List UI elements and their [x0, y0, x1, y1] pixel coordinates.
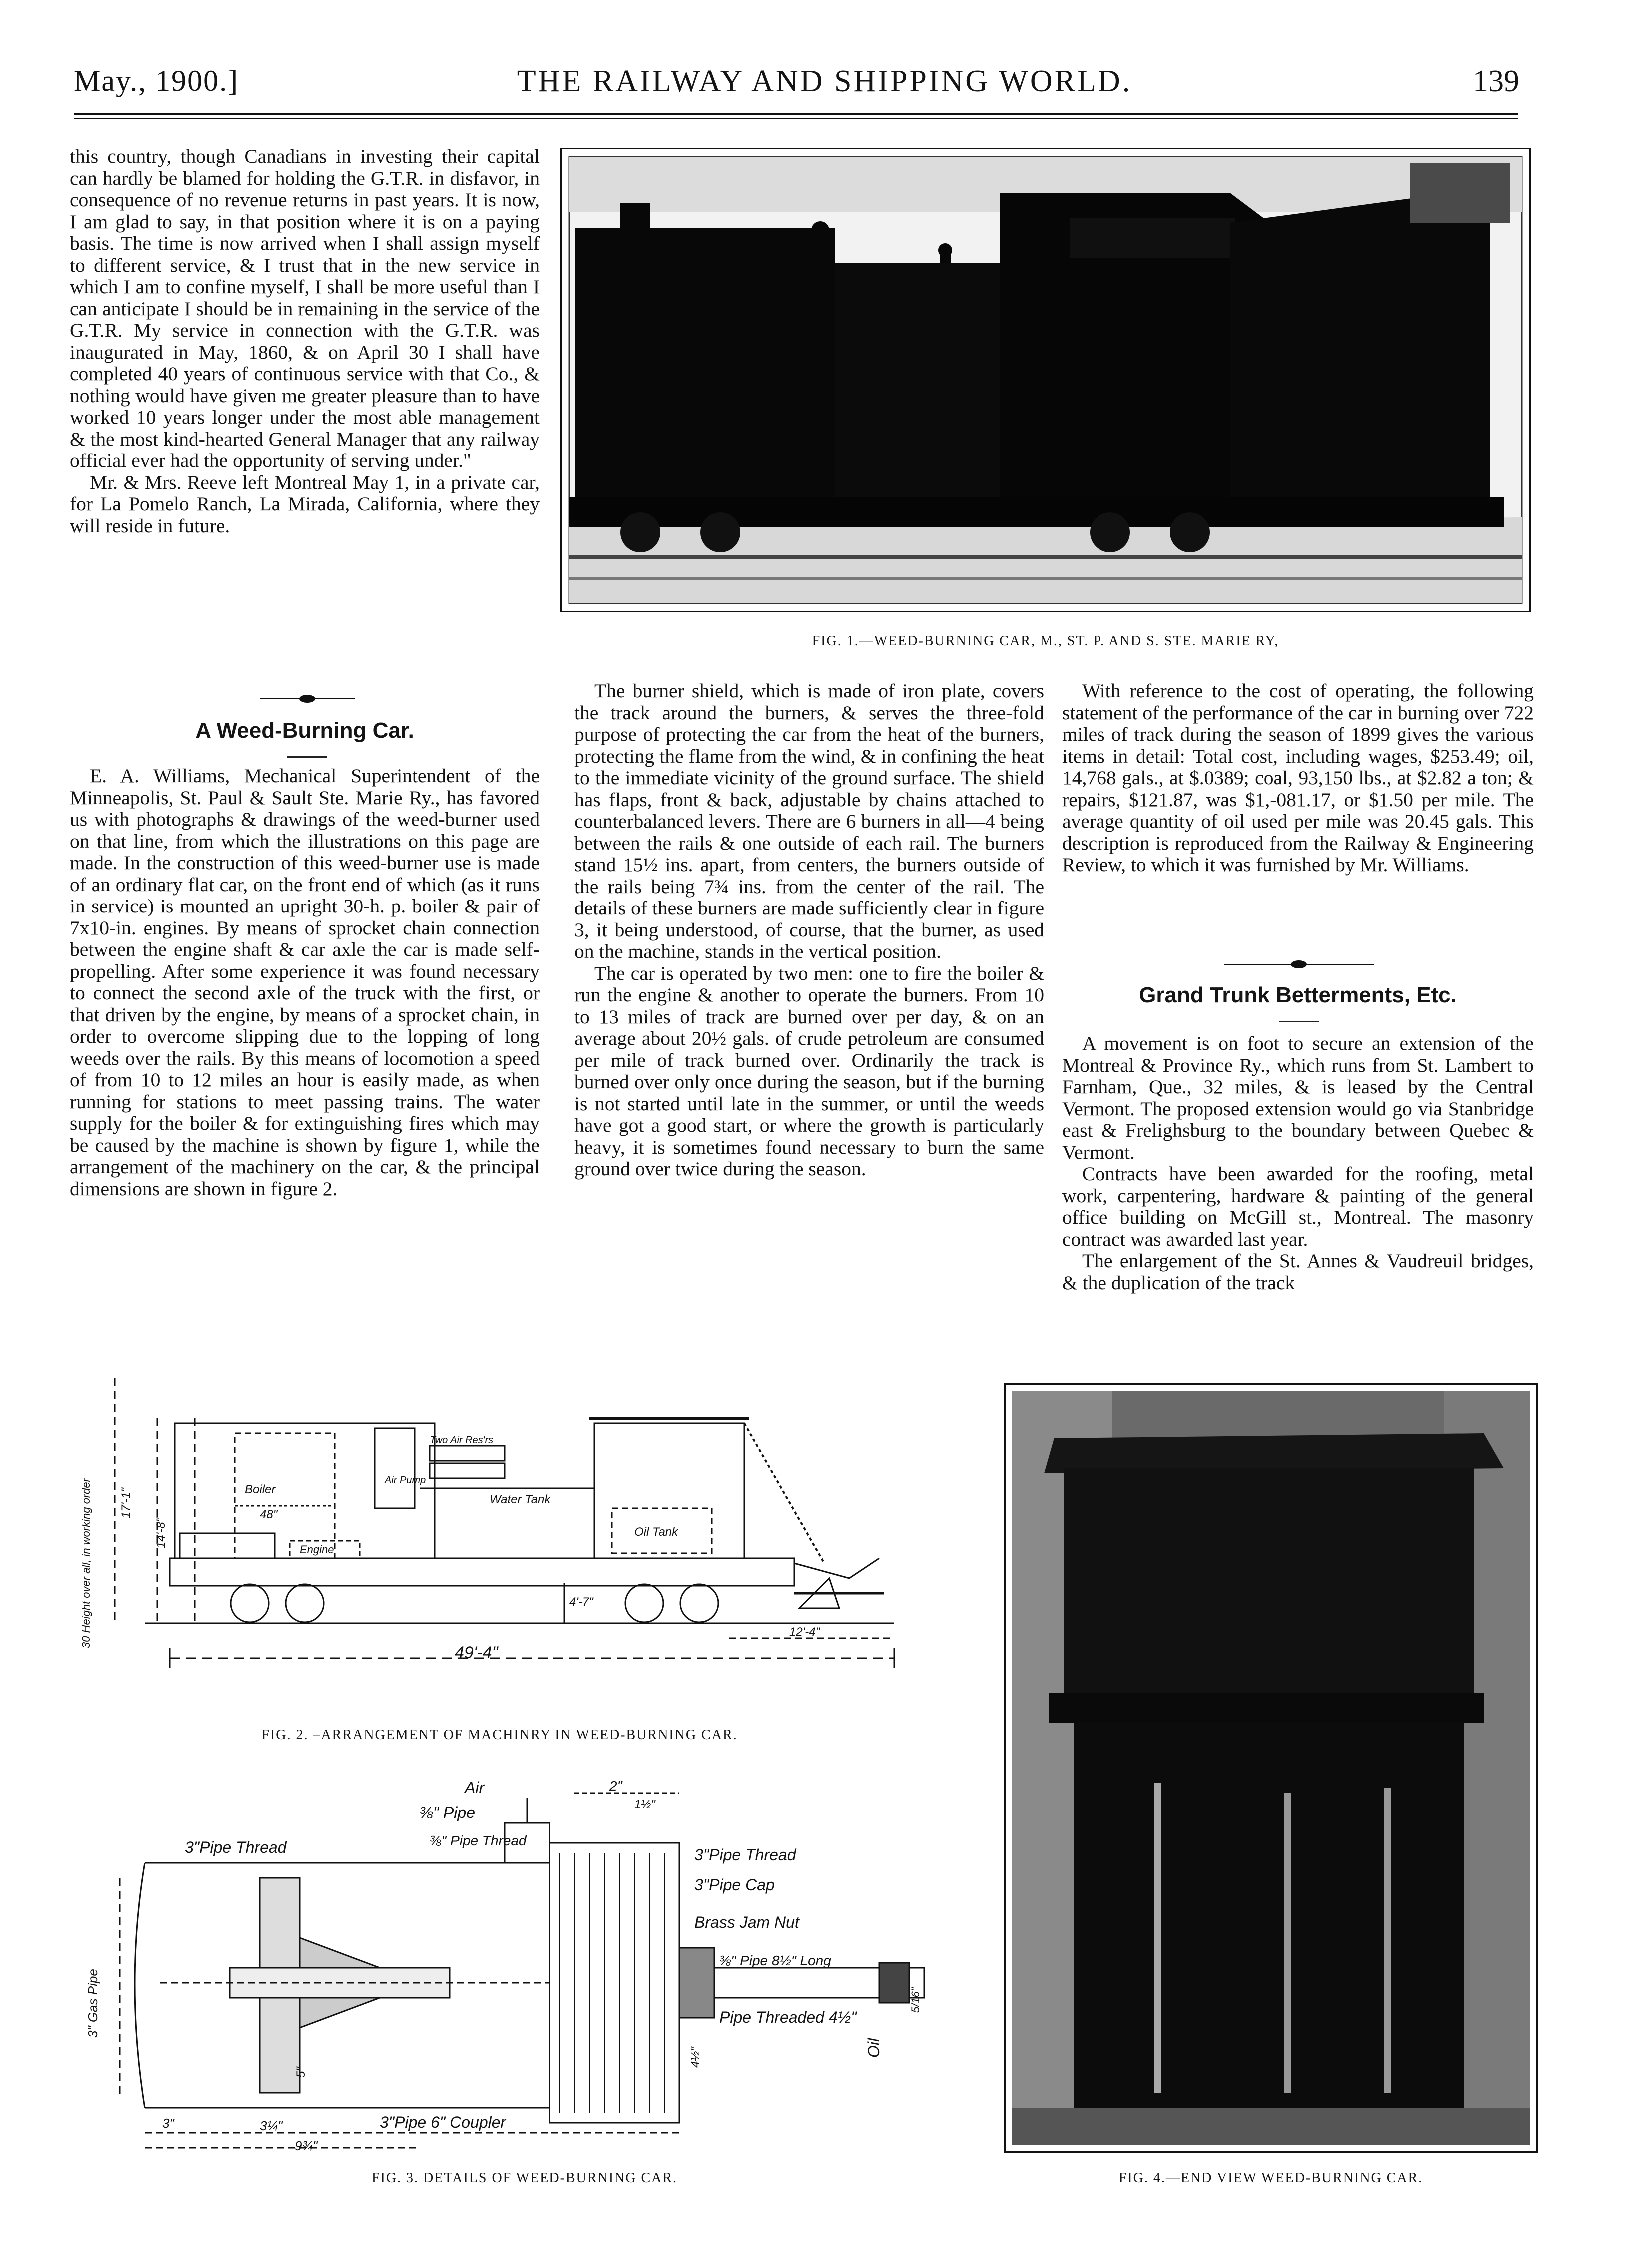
boiler-label: Boiler: [245, 1483, 276, 1496]
heading-rule: [1279, 1021, 1319, 1022]
header-rule-thick: [74, 113, 1518, 115]
engine-label: Engine: [300, 1543, 334, 1556]
pipe-long-label: ⅜" Pipe 8½" Long: [719, 1953, 831, 1968]
eighth-pipe-thread-label: ⅜" Pipe Thread: [430, 1833, 527, 1848]
fig3-caption: FIG. 3. DETAILS OF WEED-BURNING CAR.: [371, 2170, 678, 2186]
header-rule-thin: [74, 118, 1518, 119]
publication-title: THE RAILWAY AND SHIPPING WORLD.: [517, 64, 1132, 98]
pipe-threaded-label: Pipe Threaded 4½": [719, 2008, 857, 2026]
gas-pipe-label: 3" Gas Pipe: [85, 1969, 100, 2038]
air-label: Air: [465, 1779, 485, 1797]
paragraph: Mr. & Mrs. Reeve left Montreal May 1, in a private car, for La Pomelo Ranch, La Mirada, California, where they will reside in future.: [70, 471, 540, 537]
length-dimension: 49'-4": [455, 1643, 498, 1662]
oil-tank-label: Oil Tank: [634, 1525, 678, 1539]
dim-5-16-label: 5/16": [909, 1987, 922, 2013]
paragraph: The enlargement of the St. Annes & Vaudreuil bridges, & the duplication of the track: [1062, 1250, 1534, 1294]
end-view-photo: [1004, 1383, 1538, 2153]
pipe-thread-left-label: 3"Pipe Thread: [185, 1838, 287, 1856]
paragraph: The burner shield, which is made of iron plate, covers the track around the burners, & serves the three-fold purpose of protecting the car from the heat of the burners, protecting the flame from the wind, & in confining the heat to the immediate vicinity of the ground surface. The shield has flaps, front & back, adjustable by chains attached to counterbalanced levers. There are 6 burners in all—4 being between the rails & one outside of each rail. The burners stand 15½ ins. apart, from centers, the burners outside of the rails being 7¾ ins. from the center of the rail. The details of these burners are made sufficiently clear in figure 3, it being understood, of course, that the burner, as used on the machine, stands in the vertical position.: [574, 680, 1044, 962]
section-divider: [1224, 964, 1374, 965]
fig4-photo: [1004, 1383, 1538, 2153]
paragraph: A movement is on foot to secure an extension of the Montreal & Province Ry., which runs from St. Lambert to Farnham, Que., 32 miles, & is leased by the Central Vermont. The proposed extension would go via Stanbridge east & Frelighsburg to the boundary between Quebec & Vermont.: [1062, 1032, 1534, 1163]
dim-4-5-label: 4½": [689, 2047, 702, 2068]
weed-burning-car-photo: [560, 148, 1531, 612]
paragraph: Contracts have been awarded for the roofing, metal work, carpentering, hardware & painting of the general office building on McGill st., Montreal. The masonry contract was awarded last year.: [1062, 1163, 1534, 1250]
continued-paragraph: this country, though Canadians in investing their capital can hardly be blamed for holding the G.T.R. in disfavor, in consequence of no revenue returns in past years. It is now, I am glad to say, in that position where it is on a paying basis. The time is now arrived when I shall assign myself to different service, & I trust that in the new service in which I am to confine myself, I shall be more useful than I can anticipate I should be in remaining in the service of the G.T.R. My service in connection with the G.T.R. was inaugurated in May, 1860, & on April 30 I shall have completed 40 years of continuous service with that Co., & nothing would have given me greater pleasure than to have worked 10 years longer under the most able management & the most kind-hearted General Manager that any railway official ever had the opportunity of serving under.": [70, 145, 540, 471]
column-1: [70, 146, 540, 537]
air-reservoir-label: Two Air Res'rs: [430, 1435, 494, 1446]
dim-2-label: 2": [609, 1778, 622, 1794]
dim-1-5-label: 1½": [634, 1798, 655, 1811]
article-column-1: [70, 765, 540, 1200]
running-head: [0, 0, 1649, 130]
fig3-drawing: [70, 1778, 979, 2158]
heading-rule: [287, 756, 327, 758]
rear-dimension: 12'-4": [789, 1625, 820, 1639]
deck-height-dimension: 4'-7": [569, 1595, 593, 1609]
article-column-3: [1062, 680, 1534, 876]
fig1-caption: FIG. 1.—WEED-BURNING CAR, M., ST. P. AND S. STE. MARIE RY,: [812, 633, 1279, 649]
pipe-coupler-label: 3"Pipe 6" Coupler: [380, 2113, 506, 2131]
fig1-photo: [560, 148, 1531, 612]
paragraph: E. A. Williams, Mechanical Superintendent of the Minneapolis, St. Paul & Sault Ste. Marie Ry., has favored us with photographs & drawings of the weed-burner used on that line, from which the illustrations on this page are made. In the construction of this weed-burner use is made of an ordinary flat car, on the front end of which (as it runs in service) is mounted an upright 30-h. p. boiler & pair of 7x10-in. engines. By means of sprocket chain connection between the engine shaft & car axle the car is made self-propelling. After some experience it was found necessary to connect the second axle of the truck with the first, or that driven by the engine, by means of a sprocket chain, in order to overcome slipping due to the lopping of long weeds over the rails. By this means of locomotion a speed of from 10 to 12 miles an hour is easily made, as when running for stations to meet passing trains. The water supply for the boiler & for extinguishing fires which may be caused by the machine is shown by figure 1, while the arrangement of the machinery on the car, & the principal dimensions are shown in figure 2.: [70, 765, 540, 1200]
section-divider: [260, 698, 355, 699]
overall-height-label: 30 Height over all, in working order: [80, 1478, 92, 1648]
oil-label: Oil: [865, 2038, 883, 2058]
pipe-cap-label: 3"Pipe Cap: [694, 1876, 775, 1894]
article2-column: [1062, 1033, 1534, 1294]
air-pump-label: Air Pump: [385, 1475, 426, 1486]
fig2-drawing: [70, 1368, 929, 1708]
page-number: 139: [1473, 64, 1519, 98]
paragraph: With reference to the cost of operating, the following statement of the performance of the car in burning over 722 miles of track during the season of 1899 gives the various items in detail: Total cost, including wages, $253.49; oil, 14,768 gals., at $.0389; coal, 93,150 lbs., at $2.82 a ton; & repairs, $121.87, was $1,-081.17, or $1.50 per mile. The average quantity of oil used per mile was 20.45 gals. This description is reproduced from the Railway & Engineering Review, to which it was furnished by Mr. Williams.: [1062, 680, 1534, 876]
boiler-dimension: 48": [260, 1508, 278, 1521]
article2-heading: Grand Trunk Betterments, Etc.: [1139, 983, 1457, 1007]
paragraph: The car is operated by two men: one to fire the boiler & run the engine & another to operate the burners. From 10 to 13 miles of track are burned over per day, & on an average about 20½ gals. of crude petroleum are consumed per mile of track burned over. Ordinarily the track is burned over only once during the season, but if the burning is not started until late in the summer, or until the weeds have got a good start, or where the growth is particularly heavy, it is sometimes found necessary to burn the same ground over twice during the season.: [574, 962, 1044, 1180]
height-dimension-1: 17'-1": [119, 1487, 133, 1518]
water-tank-label: Water Tank: [490, 1493, 550, 1506]
fig2-caption: FIG. 2. –ARRANGEMENT OF MACHINRY IN WEED-BURNING CAR.: [261, 1727, 738, 1743]
article-heading: A Weed-Burning Car.: [195, 718, 414, 743]
dim-9-label: 9¾": [295, 2138, 318, 2153]
fig4-caption: FIG. 4.—END VIEW WEED-BURNING CAR.: [1118, 2170, 1423, 2186]
article-column-2: [574, 680, 1044, 1180]
issue-date: May., 1900.]: [74, 64, 239, 97]
eighth-pipe-label: ⅜" Pipe: [420, 1804, 475, 1821]
dim-3-label: 3": [162, 2116, 174, 2131]
dim-3-25-label: 3¼": [260, 2118, 283, 2133]
pipe-thread-right-label: 3"Pipe Thread: [694, 1846, 796, 1864]
dim-5-label: 5": [294, 2067, 308, 2078]
height-dimension-2: 14'-8": [154, 1517, 168, 1548]
brass-jam-nut-label: Brass Jam Nut: [694, 1913, 799, 1931]
